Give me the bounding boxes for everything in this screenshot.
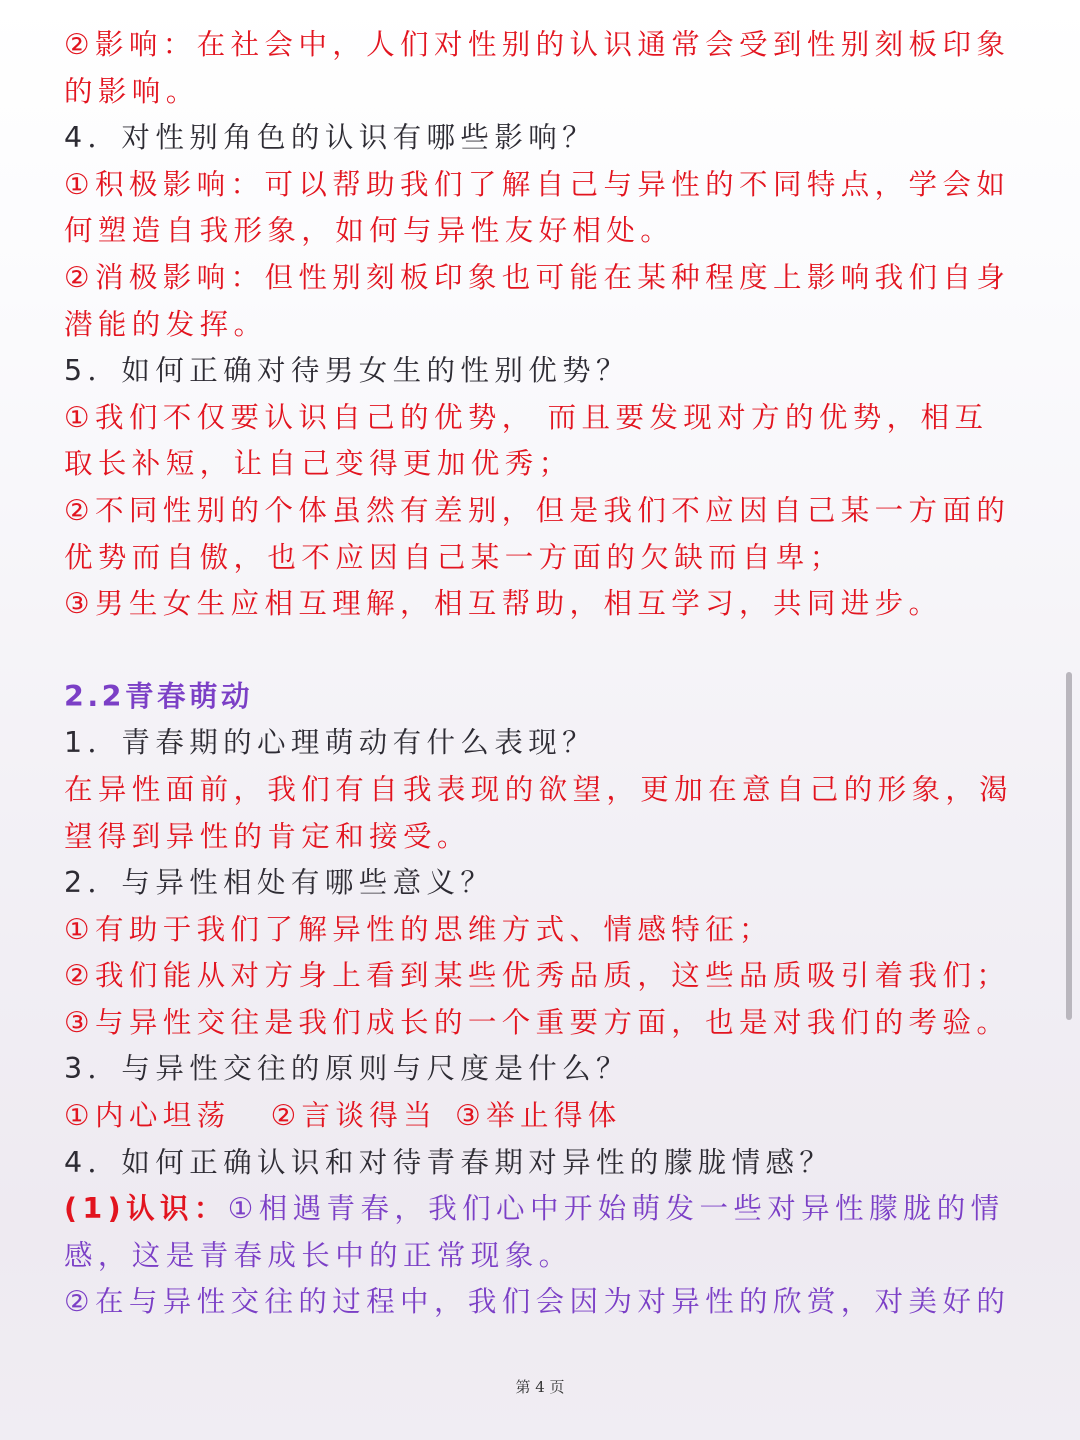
text-line: ①积极影响：可以帮助我们了解自己与异性的不同特点，学会如 bbox=[64, 167, 1011, 201]
text-line: 优势而自傲，也不应因自己某一方面的欠缺而自卑； bbox=[64, 540, 844, 574]
text-line: 的影响。 bbox=[64, 74, 200, 108]
text-line bbox=[64, 395, 1020, 442]
principle-3: ③举止得体 bbox=[455, 1099, 622, 1133]
section-heading: 2.2青春萌动 bbox=[64, 679, 253, 713]
text-line: 潜能的发挥。 bbox=[64, 307, 268, 341]
text-line: ②影响：在社会中，人们对性别的认识通常会受到性别刻板印象 bbox=[64, 28, 1011, 61]
text-line: ②不同性别的个体虽然有差别，但是我们不应因自己某一方面的 bbox=[64, 493, 1011, 527]
text-line: 取长补短，让自己变得更加优秀； bbox=[64, 447, 573, 481]
text-segment: 而且要发现对方的优势，相互 bbox=[547, 400, 989, 434]
text-segment: ①相遇青春，我们心中开始萌发一些对异性朦胧的情 bbox=[227, 1192, 1005, 1226]
principles-line bbox=[64, 1093, 1020, 1140]
page-number: 第 4 页 bbox=[515, 1378, 565, 1396]
text-line bbox=[64, 1186, 1020, 1233]
text-line: 在异性面前，我们有自我表现的欲望，更加在意自己的形象，渴 bbox=[64, 772, 1014, 806]
scrollbar[interactable] bbox=[1066, 672, 1072, 1020]
answer-label: (1)认识： bbox=[64, 1192, 228, 1226]
question-3: 3．与异性交往的原则与尺度是什么？ bbox=[64, 1052, 630, 1086]
text-segment: ①我们不仅要认识自己的优势， bbox=[64, 400, 536, 434]
question-5: 5．如何正确对待男女生的性别优势？ bbox=[64, 354, 630, 388]
principle-1: ①内心坦荡 bbox=[64, 1099, 231, 1133]
text-line: 感，这是青春成长中的正常现象。 bbox=[64, 1238, 573, 1272]
principle-2: ②言谈得当 bbox=[270, 1099, 438, 1133]
text-line: ②在与异性交往的过程中，我们会因为对异性的欣赏，对美好的 bbox=[64, 1285, 1011, 1319]
document-page bbox=[64, 22, 1020, 1326]
text-line: ③男生女生应相互理解，相互帮助，相互学习，共同进步。 bbox=[64, 587, 943, 621]
text-line: ②我们能从对方身上看到某些优秀品质，这些品质吸引着我们； bbox=[64, 959, 1011, 993]
question-4-section: 4．如何正确认识和对待青春期对异性的朦胧情感？ bbox=[64, 1145, 834, 1179]
text-line: ②消极影响：但性别刻板印象也可能在某种程度上影响我们自身 bbox=[64, 260, 1011, 294]
question-2: 2．与异性相处有哪些意义？ bbox=[64, 866, 495, 900]
question-4: 4．对性别角色的认识有哪些影响？ bbox=[64, 121, 597, 155]
section-gap bbox=[64, 628, 1020, 674]
text-line: ③与异性交往是我们成长的一个重要方面，也是对我们的考验。 bbox=[64, 1005, 1011, 1039]
text-line: 何塑造自我形象，如何与异性友好相处。 bbox=[64, 214, 675, 248]
text-line: 望得到异性的肯定和接受。 bbox=[64, 819, 471, 853]
question-1: 1．青春期的心理萌动有什么表现？ bbox=[64, 726, 597, 760]
text-line: ①有助于我们了解异性的思维方式、情感特征； bbox=[64, 912, 773, 946]
